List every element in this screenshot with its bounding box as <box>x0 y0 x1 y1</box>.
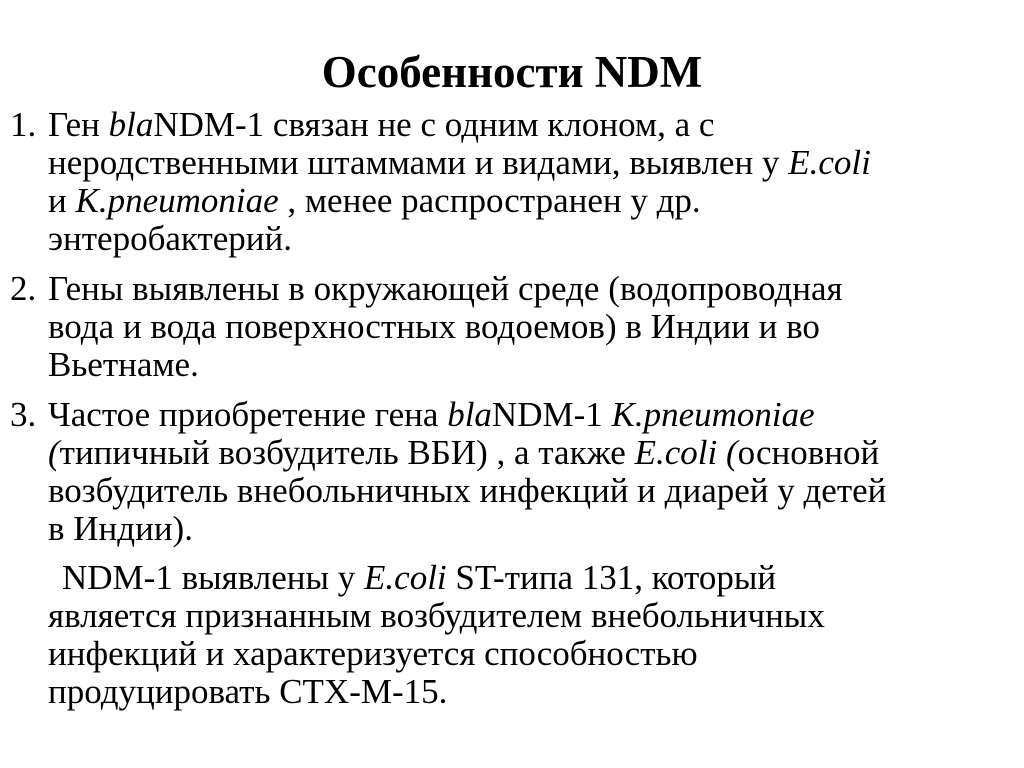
text-line: является признанным возбудителем внебольничных <box>48 596 825 635</box>
text-line <box>48 434 886 472</box>
text-line <box>48 559 1010 597</box>
item-text <box>48 106 871 258</box>
species-name: E.coli <box>788 143 871 182</box>
species-name: E.coli <box>364 558 447 597</box>
text-run: Ген <box>48 105 109 144</box>
text-line: Вьетнаме. <box>48 345 199 384</box>
text-run: ST-типа 131, который <box>446 558 777 597</box>
text-line: вода и вода поверхностных водоемов) в Индии и во <box>48 307 820 346</box>
species-name: K.pneumoniae <box>611 395 815 434</box>
gene-name: bla <box>108 105 154 144</box>
text-line: возбудитель внебольничных инфекций и диарей у детей <box>48 471 887 510</box>
text-run: основной <box>737 433 880 472</box>
text-line: продуцировать CTX-M-15. <box>48 672 448 711</box>
bullet-list <box>10 106 1010 711</box>
text-line <box>48 182 871 220</box>
paren-italic: ( <box>48 433 60 472</box>
item-text <box>48 270 843 384</box>
note-paragraph <box>48 559 1010 711</box>
text-run: NDM-1 <box>491 395 612 434</box>
text-run: неродственными штаммами и видами, выявлен у <box>48 143 789 182</box>
item-number: 1. <box>10 105 37 144</box>
text-run: типичный возбудитель ВБИ) , а также <box>59 433 635 472</box>
text-line <box>48 106 871 144</box>
species-name: E.coli ( <box>634 433 738 472</box>
text-run: Частое приобретение гена <box>48 395 448 434</box>
item-number: 3. <box>10 395 37 434</box>
slide-title: Особенности NDM <box>321 47 703 97</box>
species-name: K.pneumoniae <box>75 181 279 220</box>
text-line <box>48 396 886 434</box>
gene-name: bla <box>447 395 492 434</box>
text-line <box>48 144 871 182</box>
text-run: и <box>48 181 76 220</box>
item-number: 2. <box>10 269 37 308</box>
text-run: NDM-1 выявлены у <box>62 558 365 597</box>
text-run: , менее распространен у др. <box>278 181 701 220</box>
item-text <box>48 396 886 548</box>
list-item <box>10 270 1010 384</box>
text-run: NDM-1 связан не с одним клоном, а с <box>153 105 715 144</box>
text-line: инфекций и характеризуется способностью <box>48 634 698 673</box>
list-item <box>10 106 1010 258</box>
text-line: энтеробактерий. <box>48 219 293 258</box>
text-line: Гены выявлены в окружающей среде (водопроводная <box>48 269 843 308</box>
list-item <box>10 396 1010 548</box>
text-line: в Индии). <box>48 509 193 548</box>
